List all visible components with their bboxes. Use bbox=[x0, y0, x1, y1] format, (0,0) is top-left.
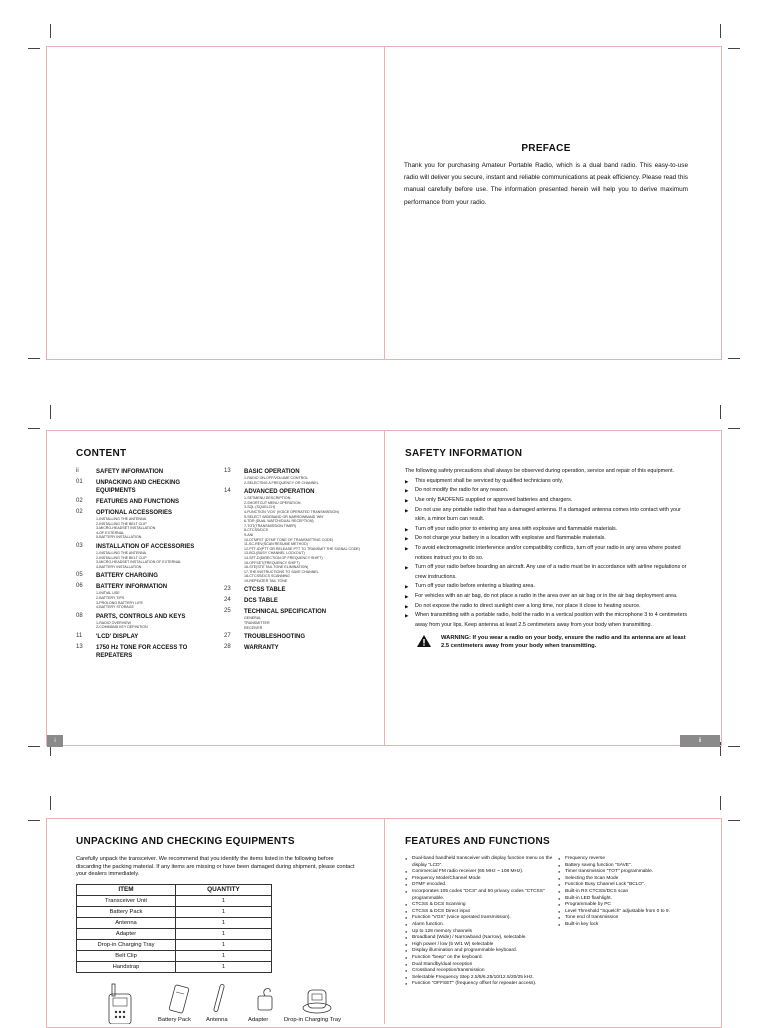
accessory-label: Drop-in Charging Tray bbox=[284, 1017, 342, 1023]
toc-label: UNPACKING AND CHECKING EQUIPMENTS bbox=[96, 480, 180, 494]
page-number: ii bbox=[680, 735, 720, 747]
safety-title: SAFETY INFORMATION bbox=[405, 448, 523, 459]
toc-page-number: 25 bbox=[224, 608, 231, 615]
toc-entry bbox=[224, 608, 374, 630]
charging-tray-drawing bbox=[300, 984, 334, 1016]
crop-mark bbox=[728, 428, 740, 429]
table-row bbox=[77, 939, 272, 950]
toc-label: TROUBLESHOOTING bbox=[244, 634, 305, 641]
safety-item: ▶ Do not modify the radio for any reason. bbox=[405, 486, 689, 496]
feature-item: ● Alarm function. bbox=[405, 922, 555, 929]
feature-item: ● Display illumination and programmable keyboard. bbox=[405, 948, 555, 955]
safety-item: ▶ Turn off your radio prior to entering any area with explosive and flammable materials. bbox=[405, 525, 689, 535]
item-quantity-cell: 1 bbox=[176, 961, 272, 972]
feature-item: ● Battery saving function "SAVE". bbox=[558, 863, 710, 870]
toc-page-number: 03 bbox=[76, 542, 83, 549]
feature-item: ● Built-in LED flashlight. bbox=[558, 896, 710, 903]
safety-item: ▶ Use only BAOFENG supplied or approved batteries and chargers. bbox=[405, 496, 689, 506]
antenna-drawing bbox=[208, 982, 230, 1016]
safety-section bbox=[405, 448, 689, 650]
accessory-label: Antenna bbox=[206, 1017, 228, 1023]
crop-mark bbox=[720, 405, 721, 419]
feature-item: ● DTMF encoded. bbox=[405, 882, 555, 889]
toc-page-number: 23 bbox=[224, 586, 231, 593]
transceiver-drawing bbox=[104, 982, 140, 1024]
toc-entry bbox=[76, 633, 216, 641]
toc-page-number: 24 bbox=[224, 597, 231, 604]
item-name-cell: Adapter bbox=[77, 928, 176, 939]
table-row bbox=[77, 906, 272, 917]
feature-item: ● Selecting the Scan Mode bbox=[558, 876, 710, 883]
unpacking-section bbox=[76, 836, 360, 973]
toc-label: 'LCD' DISPLAY bbox=[96, 633, 139, 640]
item-name-cell: Handstrap bbox=[77, 961, 176, 972]
feature-item: ● Dual-band handheld transceiver with display function menu on the display "LCD". bbox=[405, 856, 555, 869]
toc-page-number: 14 bbox=[224, 488, 231, 495]
feature-item: ● Up to 128 memory channels bbox=[405, 929, 555, 936]
preface-section bbox=[404, 143, 688, 209]
feature-item: ● CTCSS & DCS Scanning bbox=[405, 902, 555, 909]
feature-item: ● Function "beep" on the keyboard. bbox=[405, 955, 555, 962]
toc-label: PARTS, CONTROLS AND KEYS bbox=[96, 613, 186, 620]
item-name-cell: Transceiver Unit bbox=[77, 895, 176, 906]
safety-item: ▶ Do not expose the radio to direct sunlight over a long time, nor place it close to heating source. bbox=[405, 602, 689, 612]
feature-item: ● Incorporates 105 codes "DCS" and 50 privacy codes "CTCSS" programmable. bbox=[405, 889, 555, 902]
item-name-cell: Drop-in Charging Tray bbox=[77, 939, 176, 950]
feature-item: ● Tone end of transmission bbox=[558, 915, 710, 922]
feature-item: ● Function "VOX" (voice operated transmission). bbox=[405, 915, 555, 922]
toc-page-number: 02 bbox=[76, 509, 83, 515]
crop-mark bbox=[720, 24, 721, 38]
warning-text: WARNING: If you wear a radio on your body, ensure the radio and its antenna are at least 2.5 centimeters away from your body when transmitting. bbox=[441, 635, 686, 650]
toc-subitems: 1-SETMENU DESCRIPTION 2-SHORTCUT MENU OPERATION 3-SQL (SQUELCH) 4-FUNCTION 'VOX' (VOICE OPERATED TRANSMISSION) 5-SELECT WIDEBAND OR NARROWBAND 'WN' 6-TDR (DUAL WATCH/DUAL RECEPTION) 7-TOT(TRANSMISSION TIMER) 8-CTCSS/DCS 9-ANI 10-DTMFST (DTMF TONE OF TRANSMITTING CODE) 11-SC-REV(SCAN RESUME METHOD) 12-PTT-ID(PTT OR RELEASE PTT TO TRANSMIT THE SIGNAL CODE) 13-BCL(BUSY CHANNEL LOCKOUT) 14-SFT-D(DIRECTION OF FREQUENCY SHIFT) 15-OFFSET(FREQUENCY SHIFT) 16-STE(STE TAIL TONE ELIMINATION) 17-THE INSTRUCTIONS TO SAVE CHANNEL 18-CTCSS/DCS SCANNING 19-REPEATER TAIL TONE bbox=[244, 496, 361, 583]
toc-page-number: 08 bbox=[76, 612, 83, 619]
crop-mark bbox=[720, 796, 721, 810]
toc-label: SAFETY INFORMATION bbox=[96, 469, 164, 475]
toc-label: TECHNICAL SPECIFICATION bbox=[244, 609, 327, 616]
feature-item: ● Commercial FM radio receiver (65 MHz ~ 108 MHz). bbox=[405, 869, 555, 876]
feature-item: ● Timer transmission "TOT" programmable. bbox=[558, 869, 710, 876]
item-name-cell: Antenna bbox=[77, 917, 176, 928]
item-quantity-cell: 1 bbox=[176, 895, 272, 906]
feature-item: ● Broadband (Wide) / Narrowband (Narrow), selectable. bbox=[405, 935, 555, 942]
toc-subitems: GENERAL TRANSMITTER RECEIVER bbox=[244, 616, 270, 630]
content-section bbox=[76, 448, 376, 459]
column-header-item: ITEM bbox=[77, 884, 176, 895]
toc-entry bbox=[76, 498, 216, 506]
crop-mark bbox=[28, 428, 40, 429]
page-divider bbox=[384, 430, 385, 746]
accessory-label: Adapter bbox=[248, 1017, 269, 1023]
feature-item: ● Function Busy Channel Lock "BCLO". bbox=[558, 882, 710, 889]
warning-block bbox=[405, 634, 689, 650]
feature-item: ● Built-in key lock bbox=[558, 922, 710, 929]
toc-page-number: 27 bbox=[224, 633, 231, 640]
crop-mark bbox=[50, 796, 51, 810]
table-row bbox=[77, 928, 272, 939]
accessory-label: Battery Pack bbox=[158, 1017, 191, 1023]
table-row bbox=[77, 961, 272, 972]
toc-page-number: 01 bbox=[76, 479, 83, 485]
toc-subitems: 1-INITIAL USE 2-BATTERY TIPS 3-PROLONG BATTERY LIFE 4-BATTERY STORAGE bbox=[96, 591, 143, 610]
crop-mark bbox=[728, 820, 740, 821]
feature-item: ● Dual Standby/dual reception bbox=[405, 962, 555, 969]
toc-label: ADVANCED OPERATION bbox=[244, 489, 315, 496]
feature-item: ● Selectable Frequency Step 2.5/5/6.25/10/12.5/20/25 kHz. bbox=[405, 975, 555, 982]
column-header-quantity: QUANTITY bbox=[176, 884, 272, 895]
crop-mark bbox=[728, 48, 740, 49]
feature-item: ● Level Threshold "Squelch" adjustable from 0 to 9. bbox=[558, 909, 710, 916]
item-quantity-cell: 1 bbox=[176, 950, 272, 961]
safety-intro: The following safety precautions shall always be observed during operation, service and repair of this equipment. bbox=[405, 468, 675, 474]
toc-label: 1750 Hz TONE FOR ACCESS TO REPEATERS bbox=[96, 644, 188, 659]
toc-page-number: ii bbox=[76, 468, 79, 474]
toc-entry bbox=[76, 613, 216, 630]
table-row bbox=[77, 917, 272, 928]
toc-page-number: 13 bbox=[76, 643, 83, 650]
page-divider bbox=[384, 46, 385, 360]
toc-label: BATTERY INFORMATION bbox=[96, 584, 168, 591]
crop-mark bbox=[728, 358, 740, 359]
toc-page-number: 11 bbox=[76, 632, 83, 639]
features-section bbox=[405, 836, 715, 847]
toc-entry bbox=[224, 586, 374, 594]
toc-page-number: 02 bbox=[76, 498, 83, 504]
warning-icon bbox=[417, 635, 431, 647]
toc-subitems: 1-RADIO ON-OFF/VOLUME CONTROL 2-SELECTING A FREQUENCY OR CHANNEL bbox=[244, 476, 319, 485]
toc-entry bbox=[76, 543, 216, 569]
page-number: i bbox=[47, 735, 63, 747]
toc-entry bbox=[76, 479, 216, 495]
crop-mark bbox=[28, 48, 40, 49]
safety-item: ▶ To avoid electromagnetic interference and/or compatibility conflicts, turn off your radio in any area where posted notices instruct you to do so. bbox=[405, 544, 689, 563]
toc-label: FEATURES AND FUNCTIONS bbox=[96, 499, 179, 505]
battery-pack-drawing bbox=[164, 984, 194, 1016]
toc-entry bbox=[224, 633, 374, 641]
item-quantity-cell: 1 bbox=[176, 939, 272, 950]
crop-mark bbox=[28, 746, 40, 747]
toc-page-number: 28 bbox=[224, 644, 231, 651]
toc-label: WARRANTY bbox=[244, 645, 279, 652]
toc-label: BATTERY CHARGING bbox=[96, 573, 158, 580]
safety-item: ▶ Do not charge your battery in a location with explosive and flammable materials. bbox=[405, 534, 689, 544]
feature-item: ● Built-in RX CTCSS/DCS scan bbox=[558, 889, 710, 896]
toc-label: OPTIONAL ACCESSORIES bbox=[96, 510, 173, 516]
content-title: CONTENT bbox=[76, 448, 127, 459]
toc-entry bbox=[224, 488, 374, 583]
toc-page-number: 13 bbox=[224, 468, 231, 474]
toc-entry bbox=[76, 583, 216, 609]
features-title: FEATURES AND FUNCTIONS bbox=[405, 836, 550, 847]
items-table-body bbox=[77, 895, 272, 972]
toc-label: INSTALLATION OF ACCESSORIES bbox=[96, 543, 195, 550]
toc-page-number: 06 bbox=[76, 583, 83, 590]
toc-subitems: 1-INSTALLING THE ANTENNA 2-INSTALLING THE BELT CLIP 3-MICRO-HEADSET INSTALLATION 4-OF EXTERNAL 5-BATTERY INSTALLATION bbox=[96, 517, 156, 540]
toc-subitems: 1-INSTALLING THE ANTENNA 2-INSTALLING THE BELT CLIP 3-MICRO-HEADSET INSTALLATION OF EXTERNAL 4-BATTERY INSTALLATION bbox=[96, 550, 182, 569]
unpacking-title: UNPACKING AND CHECKING EQUIPMENTS bbox=[76, 836, 295, 847]
toc-left-column bbox=[76, 468, 216, 663]
adapter-drawing bbox=[250, 984, 280, 1016]
safety-list bbox=[405, 477, 689, 631]
table-row bbox=[77, 895, 272, 906]
feature-item: ● Frequency Mode/Channel Mode bbox=[405, 876, 555, 883]
unpacking-intro: Carefully unpack the transceiver. We recommend that you identify the items listed in the following before discarding the packing material. If any items are missing or have been damaged during shipment, please contact your dealers immediately. bbox=[76, 856, 355, 878]
item-name-cell: Belt Clip bbox=[77, 950, 176, 961]
crop-mark bbox=[28, 358, 40, 359]
safety-item: ▶ When transmitting with a portable radio, hold the radio in a vertical position with the microphone 3 to 4 centimeters away from your lips. Keep antenna at least 2.5 centimeters away from your body when transmitting. bbox=[405, 611, 689, 630]
safety-item: ▶ Turn off your radio before boarding an aircraft. Any use of a radio must be in accordance with airline regulations or crew instructions. bbox=[405, 563, 689, 582]
safety-item: ▶ For vehicles with an air bag, do not place a radio in the area over an air bag or in the air bag deployment area. bbox=[405, 592, 689, 602]
crop-mark bbox=[50, 405, 51, 419]
safety-item: ▶ Turn off your radio before entering a blasting area. bbox=[405, 582, 689, 592]
toc-label: BASIC OPERATION bbox=[244, 469, 300, 475]
feature-item: ● High power / low (5 W/1 W) selectable bbox=[405, 942, 555, 949]
feature-item: ● CTCSS & DCS Direct input bbox=[405, 909, 555, 916]
safety-item: ▶ This equipment shall be serviced by qualified technicians only. bbox=[405, 477, 689, 487]
features-left-list bbox=[405, 856, 555, 988]
toc-entry bbox=[76, 572, 216, 580]
toc-entry bbox=[224, 644, 374, 652]
features-right-list bbox=[558, 856, 710, 929]
feature-item: ● Crossband reception/transmission bbox=[405, 968, 555, 975]
feature-item: ● Frequency reverse bbox=[558, 856, 710, 863]
item-quantity-cell: 1 bbox=[176, 917, 272, 928]
toc-entry bbox=[224, 597, 374, 605]
toc-label: CTCSS TABLE bbox=[244, 587, 286, 594]
item-name-cell: Battery Pack bbox=[77, 906, 176, 917]
toc-entry bbox=[76, 644, 216, 660]
toc-right-column bbox=[224, 468, 374, 655]
crop-mark bbox=[728, 746, 740, 747]
table-header-row bbox=[77, 884, 272, 895]
items-table bbox=[76, 884, 272, 973]
crop-mark bbox=[50, 24, 51, 38]
toc-entry bbox=[76, 509, 216, 540]
item-quantity-cell: 1 bbox=[176, 906, 272, 917]
toc-page-number: 05 bbox=[76, 572, 83, 579]
toc-entry bbox=[76, 468, 216, 476]
feature-item: ● Programmable by PC bbox=[558, 902, 710, 909]
page-divider bbox=[384, 818, 385, 1024]
table-row bbox=[77, 950, 272, 961]
preface-title: PREFACE bbox=[521, 143, 571, 154]
toc-entry bbox=[224, 468, 374, 485]
safety-item: ▶ Do not use any portable radio that has a damaged antenna. If a damaged antenna comes into contact with your skin, a minor burn can result. bbox=[405, 506, 689, 525]
item-quantity-cell: 1 bbox=[176, 928, 272, 939]
preface-body: Thank you for purchasing Amateur Portable Radio, which is a dual band radio. This easy-to-use radio will deliver you secure, instant and reliable communications at peak efficiency. Please read this manual carefully before use. The information presented herein will help you to derive maximum performance from your radio. bbox=[404, 162, 688, 206]
crop-mark bbox=[28, 820, 40, 821]
toc-label: DCS TABLE bbox=[244, 598, 278, 605]
toc-subitems: 1-RADIO OVERVIEW 2-COMMAND KEY DEFINITION bbox=[96, 620, 148, 630]
feature-item: ● Function "OFFSET" (frequency offset for repeater access). bbox=[405, 981, 555, 988]
